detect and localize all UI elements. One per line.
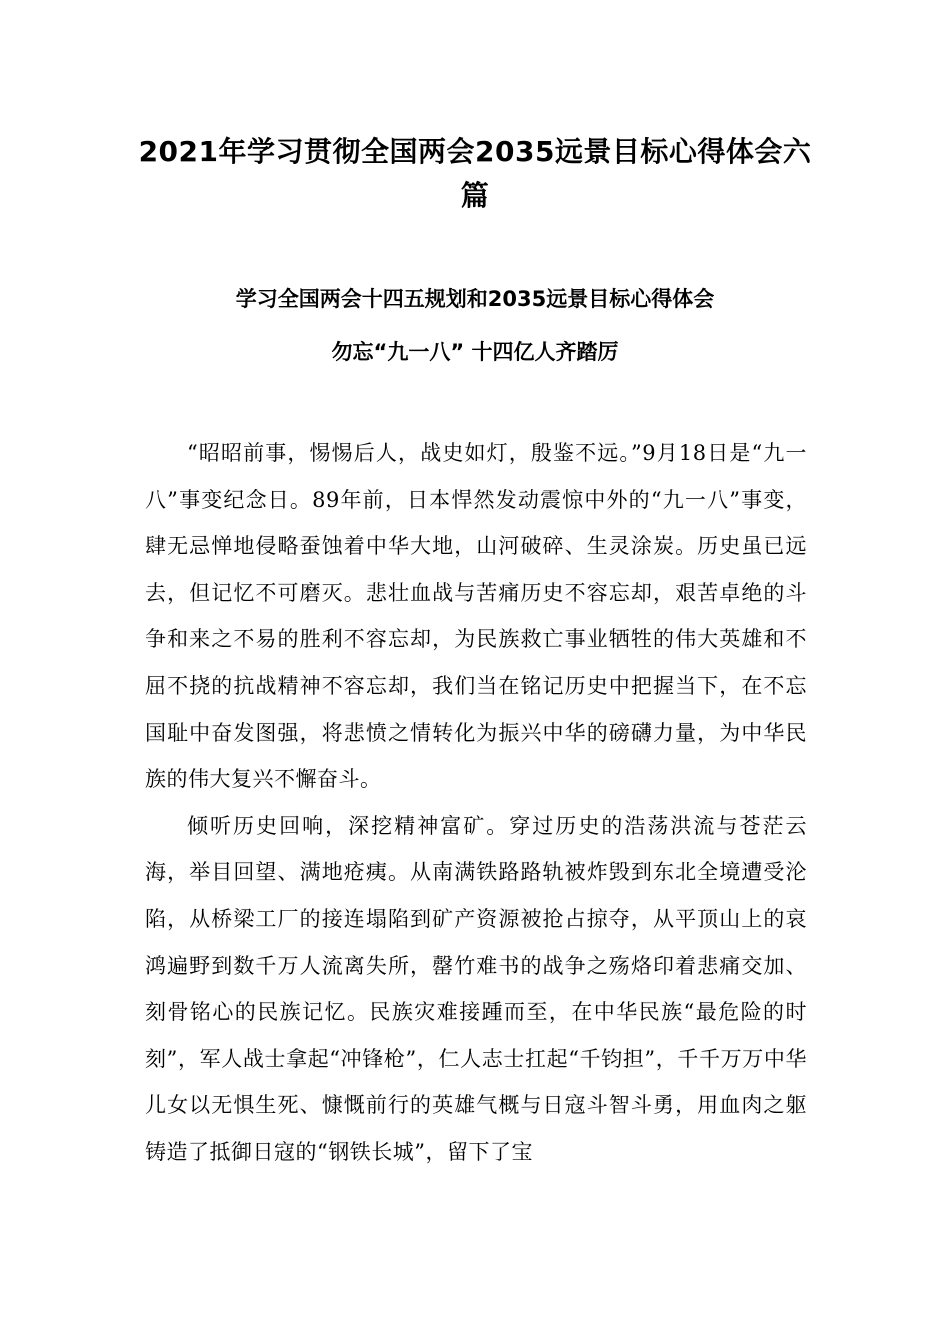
- document-title: 2021年学习贯彻全国两会2035远景目标心得体会六篇: [138, 135, 812, 212]
- paragraph-2: 倾听历史回响，深挖精神富矿。穿过历史的浩荡洪流与苍茫云海，举目回望、满地疮痍。从南满铁路路轨被炸毁到东北全境遭受沦陷，从桥梁工厂的接连塌陷到矿产资源被抢占掠夺，从平顶山上的哀鸿遍野到数千万人流离失所，罄竹难书的战争之殇烙印着悲痛交加、刻骨铭心的民族记忆。民族灾难接踵而至，在中华民族“最危险的时刻”，军人战士拿起“冲锋枪”，仁人志士扛起“千钧担”，千千万万中华儿女以无惧生死、慷慨前行的英雄气概与日寇斗智斗勇，用血肉之躯铸造了抵御日寇的“钢铁长城”，留下了宝: [145, 813, 807, 1164]
- paragraph-1: “昭昭前事，惕惕后人，战史如灯，殷鉴不远。”9月18日是“九一八”事变纪念日。89年前，日本悍然发动震惊中外的“九一八”事变，肆无忌惮地侵略蚕蚀着中华大地，山河破碎、生灵涂炭。历史虽已远去，但记忆不可磨灭。悲壮血战与苦痛历史不容忘却，艰苦卓绝的斗争和来之不易的胜利不容忘却，为民族救亡事业牺牲的伟大英雄和不屈不挠的抗战精神不容忘却，我们当在铭记历史中把握当下，在不忘国耻中奋发图强，将悲愤之情转化为振兴中华的磅礴力量，为中华民族的伟大复兴不懈奋斗。: [145, 441, 807, 792]
- article-title: 勿忘“九一八” 十四亿人齐踏厉: [331, 340, 619, 364]
- article-body: [145, 430, 807, 1176]
- document-subtitle: 学习全国两会十四五规划和2035远景目标心得体会: [235, 287, 715, 311]
